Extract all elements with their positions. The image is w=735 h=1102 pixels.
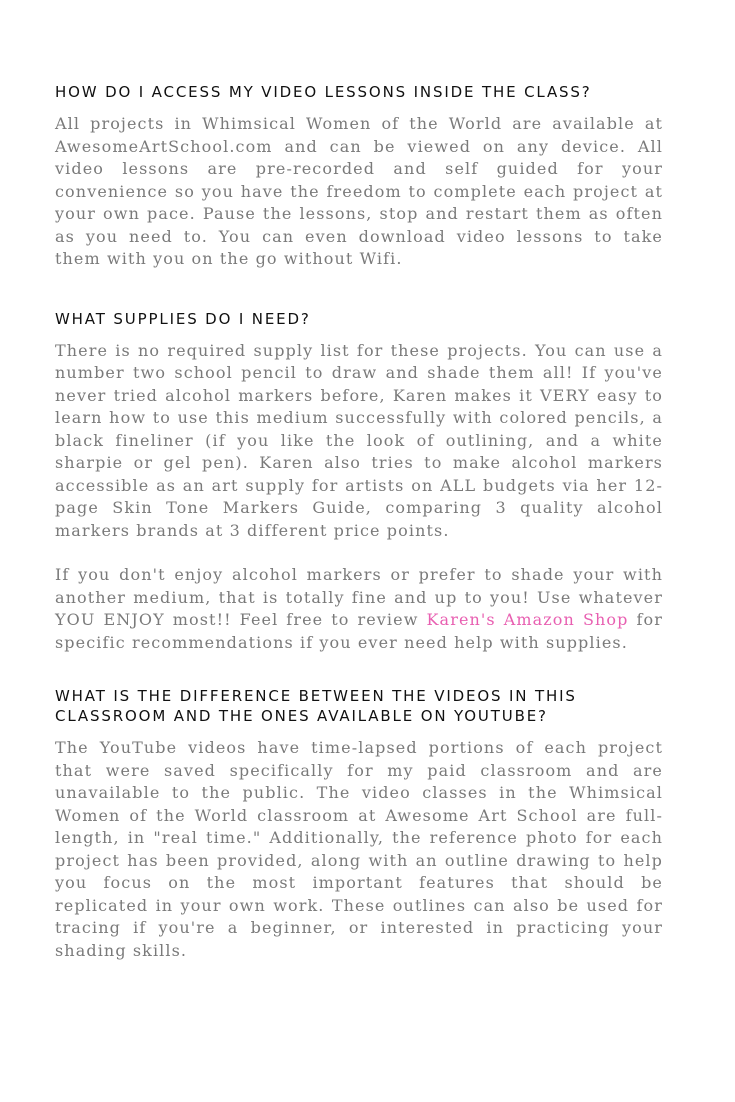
faq-section-youtube-difference <box>55 686 663 962</box>
faq-answer-text: The YouTube videos have time-lapsed portions of each project that were saved specifically for my paid classroom and are unavailable to the public. The video classes in the Whimsical Women of the World classroom at Awesome Art School are full-length, in "real time." Additionally, the reference photo for each project has been provided, along with an outline drawing to help you focus on the most important features that should be replicated in your own work. These outlines can also be used for tracing if you're a beginner, or interested in practicing your shading skills. <box>55 738 663 960</box>
answer-text-segment: If you don't enjoy alcohol markers or prefer to shade your with another medium, that is totally fine and up to you! Use whatever YOU ENJOY most!! Feel free to review <box>55 565 663 629</box>
faq-question-heading: WHAT SUPPLIES DO I NEED? <box>55 309 311 328</box>
answer-text-segment: for specific recommendations if you ever need help with supplies. <box>55 610 663 652</box>
faq-answer-text: All projects in Whimsical Women of the World are available at AwesomeArtSchool.com and can be viewed on any device. All video lessons are pre-recorded and self guided for your convenience so you have the freedom to complete each project at your own pace. Pause the lessons, stop and restart them as often as you need to. You can even download video lessons to take them with you on the go without Wifi. <box>55 114 663 268</box>
faq-page <box>55 82 663 962</box>
faq-answer-text <box>55 564 663 654</box>
amazon-shop-link[interactable]: Karen's Amazon Shop <box>426 610 629 629</box>
faq-answer-text: There is no required supply list for these projects. You can use a number two school pencil to draw and shade them all! If you've never tried alcohol markers before, Karen makes it VERY easy to learn how to use this medium successfully with colored pencils, a black fineliner (if you like the look of outlining, and a white sharpie or gel pen). Karen also tries to make alcohol markers accessible as an art supply for artists on ALL budgets via her 12-page Skin Tone Markers Guide, comparing 3 quality alcohol markers brands at 3 different price points. <box>55 340 663 540</box>
faq-section-supplies <box>55 309 663 655</box>
faq-question-heading: HOW DO I ACCESS MY VIDEO LESSONS INSIDE THE CLASS? <box>55 83 592 101</box>
faq-question-heading: WHAT IS THE DIFFERENCE BETWEEN THE VIDEOS IN THIS CLASSROOM AND THE ONES AVAILABLE ON YOUTUBE? <box>55 687 577 725</box>
faq-section-video-access <box>55 82 663 271</box>
